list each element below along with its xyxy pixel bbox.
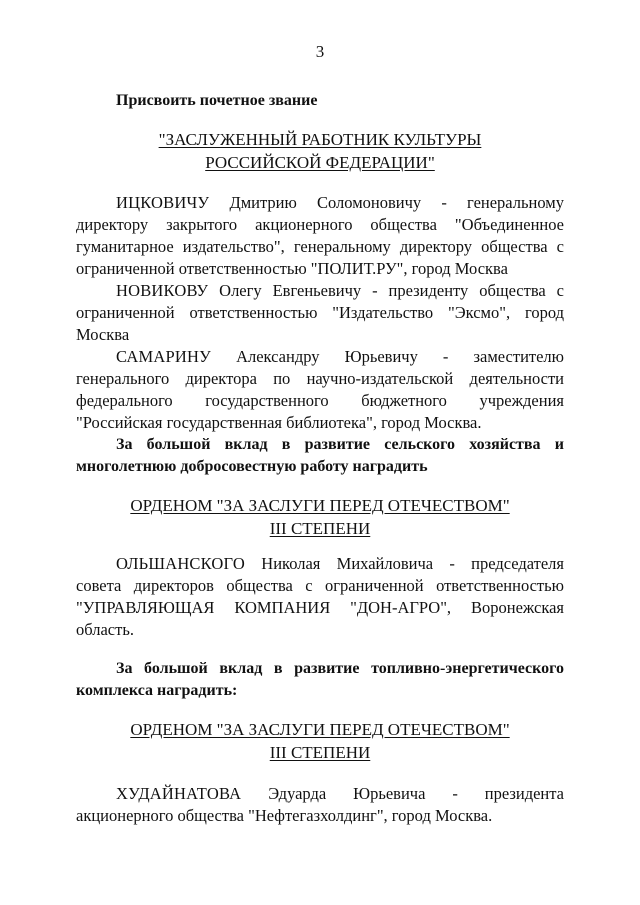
page-number: 3 xyxy=(315,42,325,61)
award-title-line: ОРДЕНОМ "ЗА ЗАСЛУГИ ПЕРЕД ОТЕЧЕСТВОМ" xyxy=(130,496,510,515)
recipient-surname: ИЦКОВИЧУ xyxy=(116,193,210,212)
recipient-surname: САМАРИНУ xyxy=(116,347,211,366)
section-heading-agriculture: За большой вклад в развитие сельского хозяйства и многолетнюю добросовестную работу наградить xyxy=(76,436,564,475)
award-title-line: III СТЕПЕНИ xyxy=(269,743,371,762)
recipient-details: Дмитрию Соломоновичу - генеральному директору закрытого акционерного общества "Объединенное гуманитарное издательство", генеральному директору общества с ограниченной ответственностью "ПОЛИТ.РУ", город Москва xyxy=(76,193,564,278)
award-title-line: ОРДЕНОМ "ЗА ЗАСЛУГИ ПЕРЕД ОТЕЧЕСТВОМ" xyxy=(130,720,510,739)
section-heading-fuel-energy: За большой вклад в развитие топливно-энергетического комплекса наградить: xyxy=(76,660,564,699)
award-title-order-merit xyxy=(76,718,564,764)
award-recipient-entry xyxy=(76,280,564,346)
award-title-line: "ЗАСЛУЖЕННЫЙ РАБОТНИК КУЛЬТУРЫ xyxy=(158,130,482,149)
recipient-surname: ХУДАЙНАТОВА xyxy=(116,784,242,803)
recipient-details: Эдуарда Юрьевича - президента акционерного общества "Нефтегазхолдинг", город Москва. xyxy=(76,784,564,825)
recipient-details: Николая Михайловича - председателя совета директоров общества с ограниченной ответственностью "УПРАВЛЯЮЩАЯ КОМПАНИЯ "ДОН-АГРО", Воронежская область. xyxy=(76,554,564,639)
award-title-line: III СТЕПЕНИ xyxy=(269,519,371,538)
award-title-order-merit xyxy=(76,494,564,540)
award-recipient-entry xyxy=(76,346,564,434)
recipient-details: Олегу Евгеньевичу - президенту общества с ограниченной ответственностью "Издательство "Эксмо", город Москва xyxy=(76,281,564,344)
recipient-surname: НОВИКОВУ xyxy=(116,281,209,300)
award-recipient-entry xyxy=(76,783,564,827)
section-heading-honorary-title: Присвоить почетное звание xyxy=(116,92,318,109)
award-recipient-entry xyxy=(76,192,564,280)
award-title-honored-culture-worker xyxy=(76,128,564,174)
recipient-details: Александру Юрьевичу - заместителю генерального директора по научно-издательской деятельности федерального государственного бюджетного учреждения "Российская государственная библиотека", город Москва. xyxy=(76,347,564,432)
award-title-line: РОССИЙСКОЙ ФЕДЕРАЦИИ" xyxy=(205,153,435,172)
award-recipient-entry xyxy=(76,553,564,641)
recipient-surname: ОЛЬШАНСКОГО xyxy=(116,554,245,573)
